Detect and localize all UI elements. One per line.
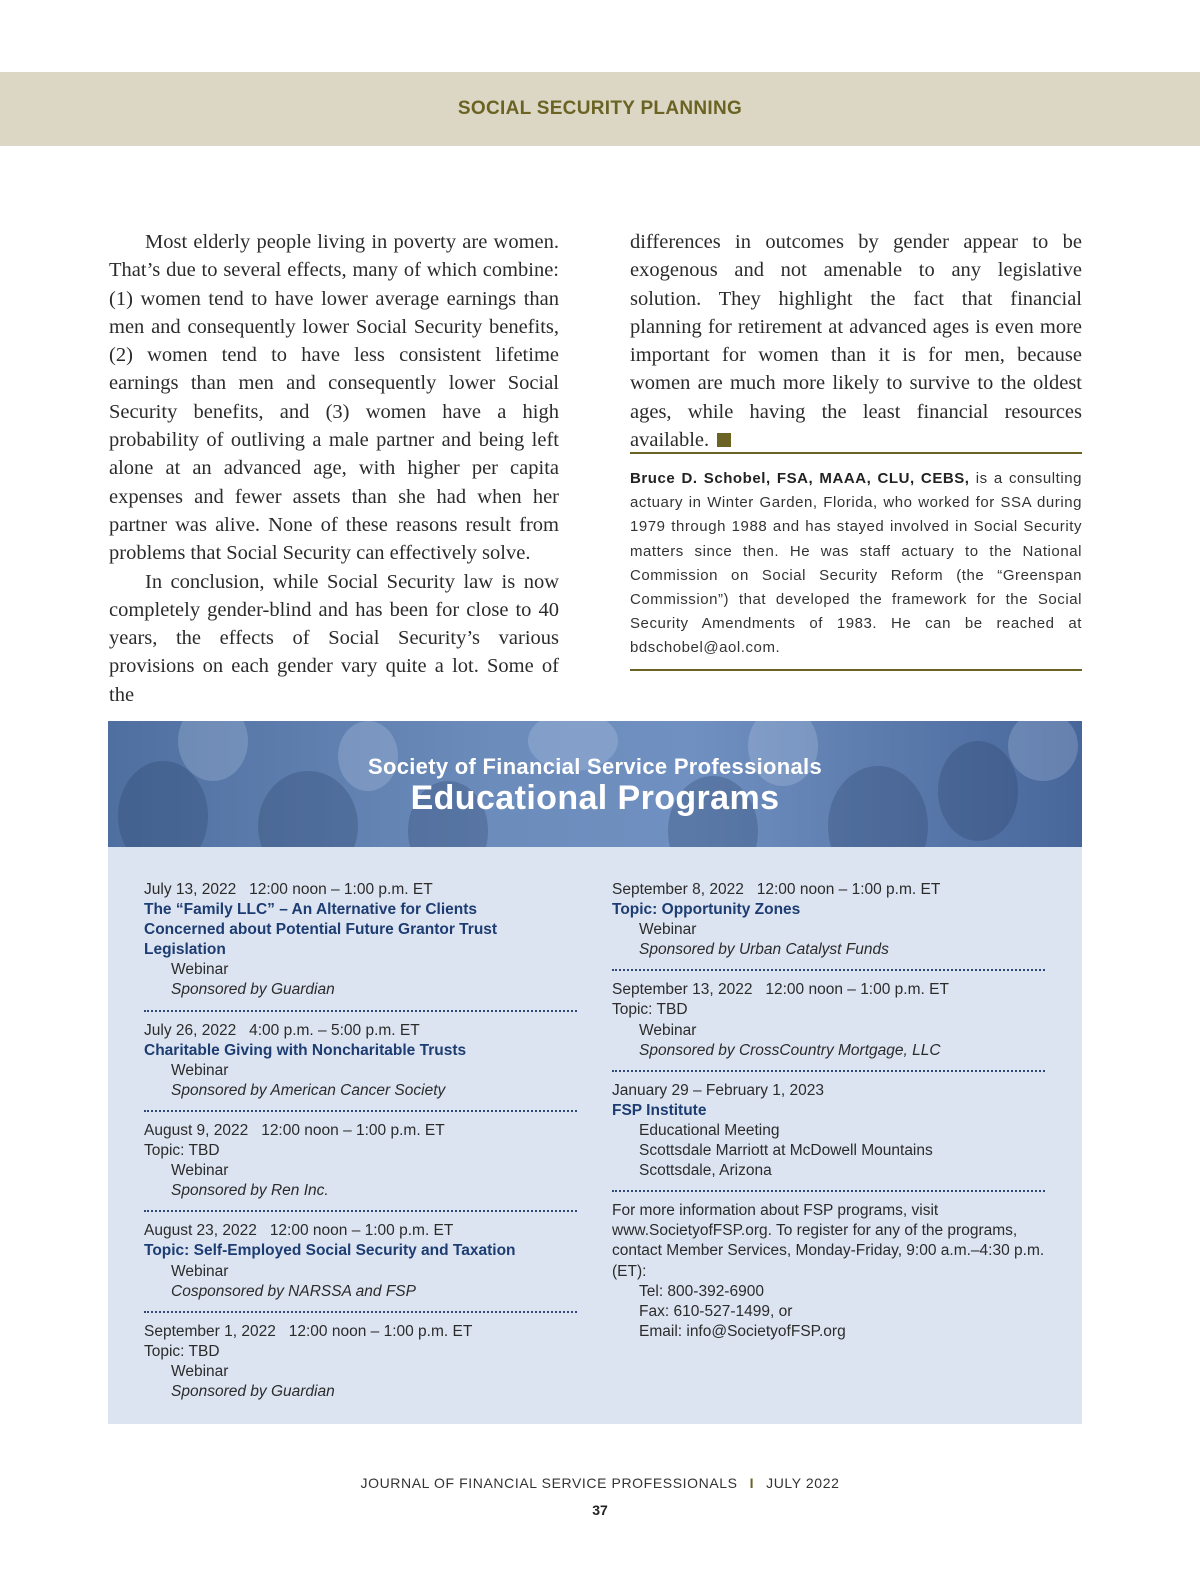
page-number: 37: [592, 1502, 608, 1518]
event-format: Webinar: [639, 921, 697, 939]
event-format: Webinar: [171, 1162, 229, 1180]
article-paragraph: In conclusion, while Social Security law is now completely gender-blind and has been for close to 40 years, the effects of Social Security’s various provisions on each gender vary quite a lot. Some of the: [109, 570, 559, 706]
event-sponsor: Cosponsored by NARSSA and FSP: [171, 1282, 416, 1300]
event-date: July 26, 2022 4:00 p.m. – 5:00 p.m. ET: [144, 1021, 420, 1039]
footer-separator: I: [749, 1475, 755, 1491]
events-column-left: [144, 880, 577, 1420]
section-header-band: [0, 72, 1200, 146]
article-column-left: [109, 228, 559, 709]
contact-intro: For more information about FSP programs, visit www.SocietyofFSP.org. To register for any of the programs, contact Member Services, Monday-Friday, 9:00 a.m.–4:30 p.m. (ET):: [612, 1202, 1045, 1280]
author-bio-text: is a consulting actuary in Winter Garden, Florida, who worked for SSA during 1979 through 1988 and has stayed involved in Social Security matters since then. He was staff actuary to the National Commission on Social Security Reform (the “Greenspan Commission”) that developed the framework for the Social Security Amendments of 1983. He can be reached at bdschobel@aol.com.: [630, 470, 1082, 657]
event-item: [612, 1081, 1045, 1192]
end-of-article-mark: [717, 433, 731, 447]
event-topic: The “Family LLC” – An Alternative for Clients Concerned about Potential Future Grantor Trust Legislation: [144, 901, 498, 959]
event-format: Webinar: [171, 1362, 229, 1380]
event-location: Scottsdale, Arizona: [639, 1162, 772, 1180]
programs-title: Educational Programs: [410, 779, 780, 817]
event-item: [144, 880, 577, 1012]
event-topic: Topic: TBD: [612, 1001, 688, 1019]
contact-fax: Fax: 610-527-1499, or: [639, 1302, 793, 1320]
event-date: August 23, 2022 12:00 noon – 1:00 p.m. ET: [144, 1222, 454, 1240]
journal-name: JOURNAL OF FINANCIAL SERVICE PROFESSIONALS: [360, 1475, 738, 1491]
author-bio: [630, 452, 1082, 671]
author-name: Bruce D. Schobel, FSA, MAAA, CLU, CEBS,: [630, 470, 970, 487]
event-date: September 13, 2022 12:00 noon – 1:00 p.m. ET: [612, 981, 949, 999]
event-topic: Topic: Opportunity Zones: [612, 901, 801, 919]
event-date: September 8, 2022 12:00 noon – 1:00 p.m. ET: [612, 881, 941, 898]
section-title: SOCIAL SECURITY PLANNING: [457, 98, 743, 119]
event-topic: Topic: TBD: [144, 1142, 220, 1160]
events-column-right: [612, 880, 1045, 1360]
educational-programs-box: [108, 721, 1082, 1424]
contact-info: [612, 1201, 1045, 1351]
event-format: Webinar: [171, 1262, 229, 1280]
event-sponsor: Sponsored by Urban Catalyst Funds: [639, 941, 889, 959]
event-topic: FSP Institute: [612, 1101, 707, 1119]
contact-tel: Tel: 800-392-6900: [639, 1282, 764, 1300]
event-item: [612, 980, 1045, 1071]
event-date: August 9, 2022 12:00 noon – 1:00 p.m. ET: [144, 1121, 445, 1139]
issue-date: JULY 2022: [766, 1475, 840, 1491]
event-date: January 29 – February 1, 2023: [612, 1081, 824, 1099]
event-topic: Topic: Self-Employed Social Security and Taxation: [144, 1242, 516, 1260]
event-sponsor: Sponsored by Ren Inc.: [171, 1182, 329, 1200]
event-sponsor: Sponsored by CrossCountry Mortgage, LLC: [639, 1041, 941, 1059]
event-item: [144, 1021, 577, 1112]
event-format: Webinar: [171, 1061, 229, 1079]
event-sponsor: Sponsored by Guardian: [171, 1382, 335, 1400]
event-item: [144, 1221, 577, 1312]
event-topic: Charitable Giving with Noncharitable Trusts: [144, 1041, 467, 1059]
programs-banner: [108, 721, 1082, 847]
event-sponsor: Sponsored by Guardian: [171, 981, 335, 999]
event-item: [144, 1322, 577, 1411]
event-format: Webinar: [171, 961, 229, 979]
event-date: July 13, 2022 12:00 noon – 1:00 p.m. ET: [144, 881, 433, 898]
article-paragraph-text: differences in outcomes by gender appear to be exogenous and not amenable to any legislative solution. They highlight the fact that financial planning for retirement at advanced ages is even more important for women than it is for men, because women are much more likely to survive to the oldest ages, while having the least financial resources available.: [630, 231, 1082, 452]
event-sponsor: Sponsored by American Cancer Society: [171, 1081, 446, 1099]
article-paragraph: [630, 228, 1082, 454]
article-column-right: [630, 228, 1082, 454]
page-footer: [0, 1475, 1200, 1491]
event-item: [144, 1121, 577, 1212]
event-date: September 1, 2022 12:00 noon – 1:00 p.m. ET: [144, 1322, 473, 1340]
event-topic: Topic: TBD: [144, 1342, 220, 1360]
event-venue: Scottsdale Marriott at McDowell Mountains: [639, 1142, 933, 1160]
contact-email: Email: info@SocietyofFSP.org: [639, 1322, 846, 1340]
event-format: Webinar: [639, 1021, 697, 1039]
programs-subtitle: Society of Financial Service Professionals: [368, 754, 822, 779]
event-detail: Educational Meeting: [639, 1121, 780, 1139]
article-paragraph: Most elderly people living in poverty are women. That’s due to several effects, many of which combine: (1) women tend to have lower average earnings than men and consequently lower Social Security benefits, (2) women tend to have less consistent lifetime earnings than men and consequently lower Social Security benefits, and (3) women have a high probability of outliving a male partner and being left alone at an advanced age, with higher per capita expenses and fewer assets than she had when her partner was alive. None of these reasons result from problems that Social Security can effectively solve.: [109, 231, 559, 565]
event-item: [612, 880, 1045, 971]
